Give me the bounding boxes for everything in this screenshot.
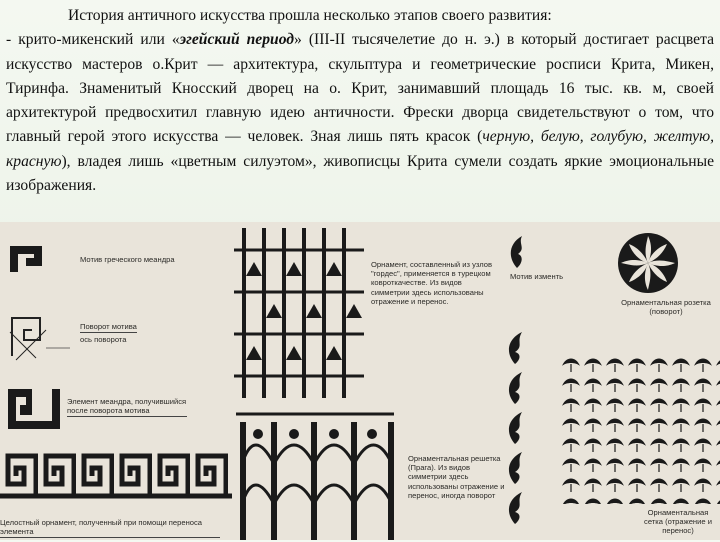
- caption-meander-motif: Мотив греческого меандра: [80, 255, 175, 264]
- rotation-label: Поворот мотива: [80, 322, 137, 333]
- caption-net: Орнаментальная сетка (отражение и перенос): [644, 508, 712, 536]
- text-part: ), владея лишь «цветным силуэтом», живописцы Крита сумели создать яркие эмоциональные изображения.: [6, 152, 714, 195]
- caption-rosette: Орнаментальная розетка (поворот): [621, 298, 711, 317]
- caption-knot-ornament: Орнамент, составленный из узлов "гордес", применяется в турецком ковроткачестве. Из видов симметрии здесь использованы отражение и перенос.: [371, 260, 493, 306]
- ornamental-net-image: [560, 352, 720, 504]
- caption-motif: Мотив изменть: [510, 272, 564, 281]
- leaf-motif-icon: [506, 234, 528, 270]
- rosette-image: [617, 232, 679, 294]
- colors-list: черную, белую, голубую, желтую, красную: [6, 128, 714, 170]
- meander-rotation-image: [6, 310, 70, 362]
- meander-motif-image: [8, 242, 50, 274]
- main-text: [6, 4, 714, 198]
- main-paragraph: [6, 28, 714, 198]
- lattice-prague-image: [234, 404, 396, 540]
- whole-ornament-label: Целостный орнамент, полученный при помощи переноса элемента: [0, 518, 220, 538]
- meander-element-image: [6, 387, 62, 431]
- ornament-figure: [0, 222, 720, 540]
- text-part: - крито-микенский или «: [6, 31, 180, 49]
- caption-rotation: [80, 322, 137, 333]
- caption-lattice: Орнаментальная решетка (Прага). Из видов симметрии здесь использованы отражение и перенос, иногда поворот: [408, 454, 505, 500]
- period-name: эгейский период: [179, 31, 295, 49]
- caption-meander-element: [67, 397, 187, 417]
- intro-line: История античного искусства прошла несколько этапов своего развития:: [68, 7, 552, 24]
- whole-meander-image: [0, 450, 232, 502]
- caption-rotation-axis: ось поворота: [80, 335, 127, 344]
- leaf-column-image: [500, 330, 530, 542]
- text-part: » (III-II тысячелетие до н. э.) в который достигает расцвета искусство мастеров о.Крит — архитектура, скульптура и геометрические росписи Крита, Микен, Тиринфа. Знаменитый Кносский дворец на о. Крит, занимавший площадь 16 тыс. кв. м, своей архитектурой предвосхитил главную идею античности. Фрески дворца свидетельствуют о том, что главный герой этого искусства — человек. Зная лишь пять красок (: [6, 31, 715, 146]
- caption-whole-ornament: [0, 518, 220, 538]
- meander-element-label: Элемент меандра, получившийся после поворота мотива: [67, 397, 187, 417]
- knot-ornament-image: [234, 228, 364, 398]
